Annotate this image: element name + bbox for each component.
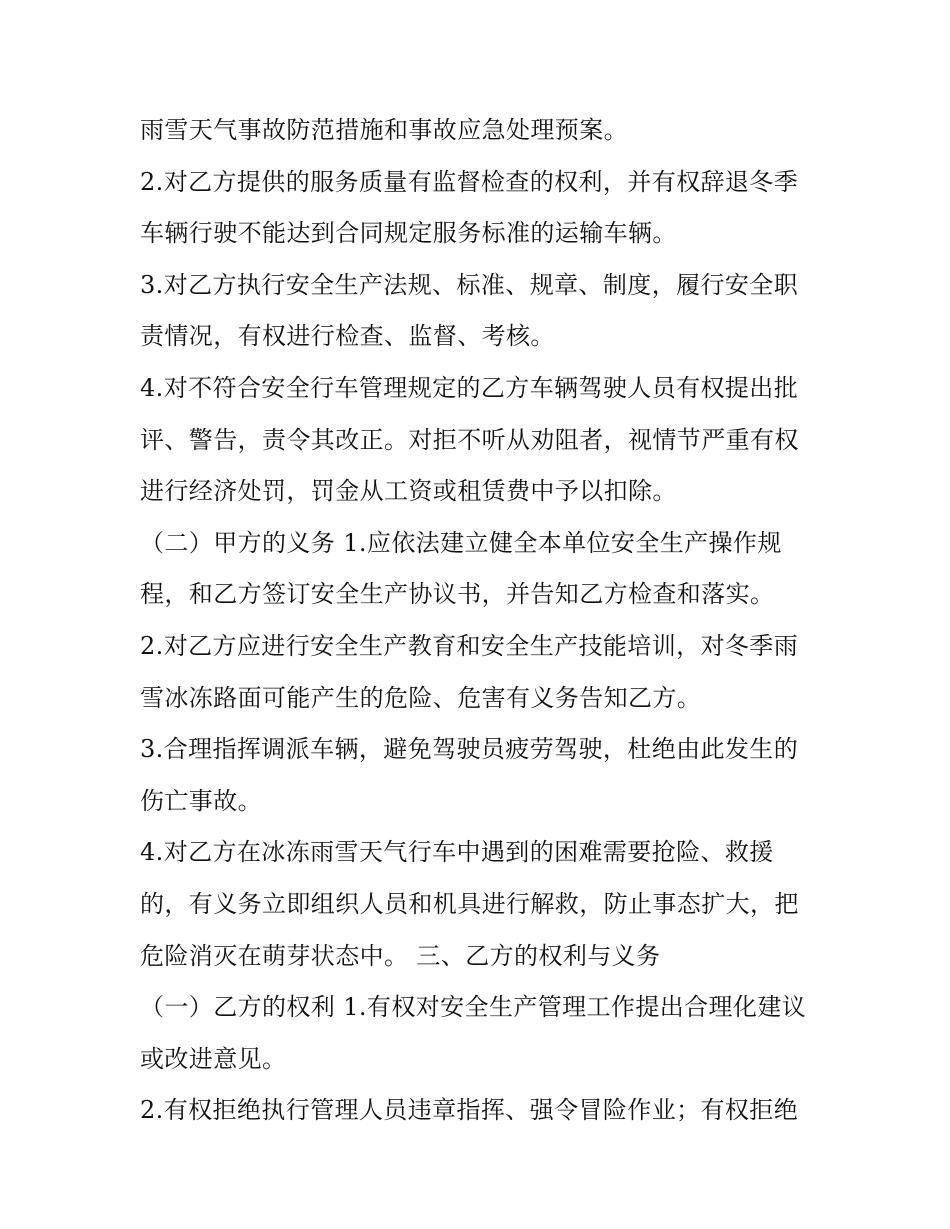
text-line: 或改进意见。	[140, 1044, 287, 1073]
text-line: 的，有义务立即组织人员和机具进行解救，防止事态扩大，把	[140, 889, 799, 918]
text-line: 程，和乙方签订安全生产协议书，并告知乙方检查和落实。	[140, 580, 775, 609]
text-line: 4.对不符合安全行车管理规定的乙方车辆驾驶人员有权提出批	[140, 373, 799, 402]
text-line: 3.对乙方执行安全生产法规、标准、规章、制度，履行安全职	[140, 270, 799, 299]
text-line: 车辆行驶不能达到合同规定服务标准的运输车辆。	[140, 219, 677, 248]
text-line: 责情况，有权进行检查、监督、考核。	[140, 322, 555, 351]
text-line: 雪冰冻路面可能产生的危险、危害有义务告知乙方。	[140, 683, 702, 712]
text-line: （二）甲方的义务 1.应依法建立健全本单位安全生产操作规	[140, 528, 782, 557]
text-line: 2.对乙方提供的服务质量有监督检查的权利，并有权辞退冬季	[140, 167, 799, 196]
text-line: 评、警告，责令其改正。对拒不听从劝阻者，视情节严重有权	[140, 425, 799, 454]
text-line: 雨雪天气事故防范措施和事故应急处理预案。	[140, 116, 628, 144]
document-body	[140, 108, 820, 1140]
text-line: 伤亡事故。	[140, 786, 262, 815]
text-line: 2.有权拒绝执行管理人员违章指挥、强令冒险作业；有权拒绝	[140, 1096, 799, 1125]
text-line: 2.对乙方应进行安全生产教育和安全生产技能培训，对冬季雨	[140, 631, 799, 660]
text-line: 危险消灭在萌芽状态中。 三、乙方的权利与义务	[140, 941, 661, 970]
text-line: 3.合理指挥调派车辆，避免驾驶员疲劳驾驶，杜绝由此发生的	[140, 735, 799, 764]
text-line: 进行经济处罚，罚金从工资或租赁费中予以扣除。	[140, 477, 677, 506]
text-line: （一）乙方的权利 1.有权对安全生产管理工作提出合理化建议	[140, 993, 807, 1022]
text-line: 4.对乙方在冰冻雨雪天气行车中遇到的困难需要抢险、救援	[140, 838, 774, 867]
